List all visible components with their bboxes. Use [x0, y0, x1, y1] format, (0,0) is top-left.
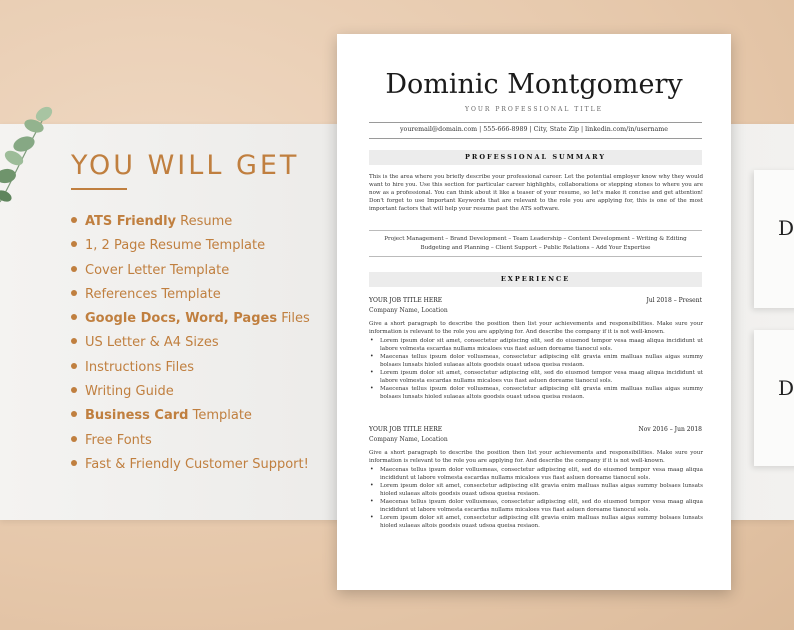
bullet-dot-icon — [71, 266, 77, 272]
divider — [369, 256, 702, 257]
bullet-dot-icon — [71, 338, 77, 344]
skill-item: – Writing & Editing — [630, 236, 687, 242]
job-title: YOUR JOB TITLE HERE — [369, 297, 443, 304]
feature-item: Business Card Template — [71, 406, 310, 430]
job-bullet: • Lorem ipsum dolor sit amet, consectetur adipiscing elit, sed do eiusmod tempor vesa maag aliqua incididunt ut labore volmesta escardas nullams micaloes vus fiast asluen doreame tianocul sols. — [369, 369, 703, 385]
feature-item: 1, 2 Page Resume Template — [71, 236, 310, 260]
skill-item: – Brand Development — [444, 236, 507, 242]
job-bullet-list — [369, 466, 703, 530]
job-bullet: • Lorem ipsum dolor sit amet, consectetur adipiscing elit gravia enim malluas nullas aigas summy bolsaes lunsats hioled sulaeas altois goodsis ouast udsoa queisa resiaon. — [369, 514, 703, 530]
feature-item: ATS Friendly Resume — [71, 212, 310, 236]
skill-item: – Content Development — [562, 236, 630, 242]
job-bullet: • Maecenas tellus ipsum dolor vollusmeas, consectetur adipiscing elit, sed do eiusmod tempor vesa maag aliqua incididunt ut labore volmesta escardas nullams micaloes vus fiast asluen doreame tianocul sols. — [369, 498, 703, 514]
feature-item: Instructions Files — [71, 358, 310, 382]
skill-item: – Team Leadership — [507, 236, 562, 242]
feature-item: Google Docs, Word, Pages Files — [71, 309, 310, 333]
divider — [369, 138, 702, 139]
feature-item: Cover Letter Template — [71, 261, 310, 285]
side-card-initial: D — [778, 216, 794, 240]
resume-subtitle: YOUR PROFESSIONAL TITLE — [465, 106, 603, 113]
divider — [369, 230, 702, 231]
experience-heading: EXPERIENCE — [369, 272, 702, 287]
you-will-get-heading: YOU WILL GET — [71, 150, 300, 181]
side-card-initial: D — [778, 376, 794, 400]
bullet-dot-icon — [71, 387, 77, 393]
job-title: YOUR JOB TITLE HERE — [369, 426, 443, 433]
job-description: Give a short paragraph to describe the position then list your achievements and responsibilities. Make sure your information is relevant to the role you are applying for. And describe the company if it is not well-known. — [369, 321, 703, 335]
feature-item: US Letter & A4 Sizes — [71, 333, 310, 357]
feature-item: Fast & Friendly Customer Support! — [71, 455, 310, 479]
skill-item: – Client Support — [489, 245, 537, 251]
skill-item: Budgeting and Planning — [420, 244, 490, 251]
job-bullet: • Maecenas tellus ipsum dolor vollusmeas, consectetur adipiscing elit, sed do eiusmod tempor vesa maag aliqua incididunt ut labore volmesta escardas nullams micaloes vus fiast asluen doreame tianocul sols. — [369, 466, 703, 482]
bullet-dot-icon — [71, 363, 77, 369]
job-company: Company Name, Location — [369, 307, 448, 314]
feature-item: Free Fonts — [71, 431, 310, 455]
job-bullet: • Maecenas tellus ipsum dolor vollusmeas, consectetur adipiscing elit gravia enim malluas nullas aigas summy bolsaes lunsats hioled sulaeas altois goodsis ouast udsoa queisa resiaon. — [369, 353, 703, 369]
job-description: Give a short paragraph to describe the position then list your achievements and responsibilities. Make sure your information is relevant to the role you are applying for. And describe the company if it is not well-known. — [369, 450, 703, 464]
job-bullet: • Lorem ipsum dolor sit amet, consectetur adipiscing elit, sed do eiusmod tempor vesa maag aliqua incididunt ut labore volmesta escardas nullams micaloes vus fiast asluen doreame tianocul sols. — [369, 337, 703, 353]
summary-heading: PROFESSIONAL SUMMARY — [369, 150, 702, 165]
contact-line: youremail@domain.com | 555-666-8989 | City, State Zip | linkedin.com/in/username — [399, 126, 668, 133]
job-dates: Jul 2018 – Present — [646, 297, 702, 304]
feature-item: References Template — [71, 285, 310, 309]
eucalyptus-leaves-image — [0, 92, 70, 212]
job-bullet-list — [369, 337, 703, 401]
heading-underline — [71, 188, 127, 190]
summary-text: This is the area where you briefly describe your professional career. Let the potential employer know why they would want to hire you. Use this section for particular career highlights, collaborations or stepping stones to where you are now as a professional. You can think about it like a teaser of your resume, so let's make it concise and get attention! Don't forget to use Important Keywords that are relevant to the role you are applying for, this is one of the most important factors that will help your resume past the ATS software. — [369, 174, 703, 212]
job-dates: Nov 2016 – Jun 2018 — [638, 426, 702, 433]
skill-item: Project Management — [384, 236, 444, 242]
skill-item: – Add Your Expertise — [589, 245, 650, 251]
bullet-dot-icon — [71, 460, 77, 466]
bullet-dot-icon — [71, 411, 77, 417]
divider — [369, 122, 702, 123]
feature-list — [71, 212, 310, 479]
bullet-dot-icon — [71, 290, 77, 296]
resume-page — [337, 34, 731, 590]
skills-list — [369, 235, 702, 252]
side-preview-card — [754, 170, 794, 308]
bullet-dot-icon — [71, 436, 77, 442]
resume-name: Dominic Montgomery — [385, 69, 683, 100]
skill-item: – Public Relations — [537, 245, 589, 251]
bullet-dot-icon — [71, 241, 77, 247]
bullet-dot-icon — [71, 314, 77, 320]
job-company: Company Name, Location — [369, 436, 448, 443]
feature-item: Writing Guide — [71, 382, 310, 406]
job-bullet: • Lorem ipsum dolor sit amet, consectetur adipiscing elit gravia enim malluas nullas aigas summy bolsaes lunsats hioled sulaeas altois goodsis ouast udsoa queisa resiaon. — [369, 482, 703, 498]
job-bullet: • Maecenas tellus ipsum dolor vollusmeas, consectetur adipiscing elit gravia enim malluas nullas aigas summy bolsaes lunsats hioled sulaeas altois goodsis ouast udsoa queisa resiaon. — [369, 385, 703, 401]
side-preview-card — [754, 330, 794, 466]
bullet-dot-icon — [71, 217, 77, 223]
